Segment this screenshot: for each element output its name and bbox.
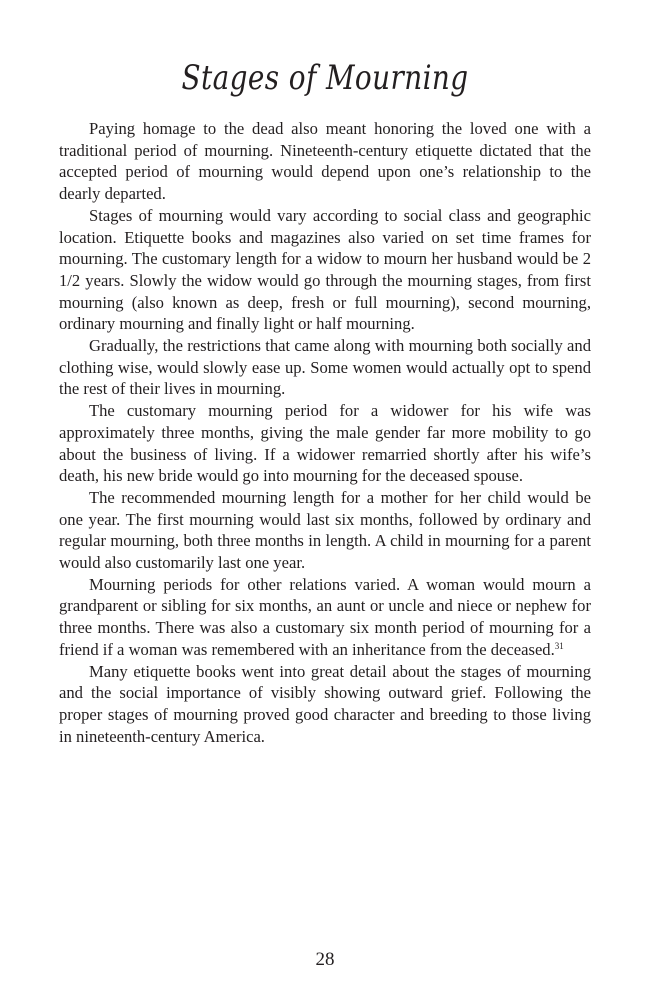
paragraph: The recommended mourning length for a mother for her child would be one year. The first mourning would last six months, followed by ordinary and regular mourning, both three months in length. A child in mourning for a parent would also customarily last one year. bbox=[59, 487, 591, 573]
footnote-reference: 31 bbox=[554, 640, 564, 651]
body-text bbox=[59, 118, 591, 747]
page-title: Stages of Mourning bbox=[181, 58, 469, 98]
paragraph: The customary mourning period for a widower for his wife was approximately three months, giving the male gender far more mobility to go about the business of living. If a widower remarried shortly after his wife’s death, his new bride would go into mourning for the deceased spouse. bbox=[59, 401, 591, 486]
paragraph: Many etiquette books went into great detail about the stages of mourning and the social importance of visibly showing outward grief. Following the proper stages of mourning proved good character and breeding to those living in nineteenth-century America. bbox=[59, 661, 591, 746]
paragraph: Stages of mourning would vary according to social class and geographic location. Etiquette books and magazines also varied on set time frames for mourning. The customary length for a widow to mourn her husband would be 2 1/2 years. Slowly the widow would go through the mourning stages, from first mourning (also known as deep, fresh or full mourning), second mourning, ordinary mourning and finally light or half mourning. bbox=[59, 205, 591, 334]
paragraph-text: Mourning periods for other relations varied. A woman would mourn a grandparent or sibling for six months, an aunt or uncle and niece or nephew for three months. There was also a customary six month period of mourning for a friend if a woman was remembered with an inheritance from the deceased. bbox=[59, 574, 591, 659]
paragraph-with-footnote bbox=[59, 574, 591, 661]
paragraph: Gradually, the restrictions that came along with mourning both socially and clothing wise, would slowly ease up. Some women would actually opt to spend the rest of their lives in mourning. bbox=[59, 336, 591, 399]
paragraph: Paying homage to the dead also meant honoring the loved one with a traditional period of mourning. Nineteenth-century etiquette dictated that the accepted period of mourning would depend upon one’s relationship to the dearly departed. bbox=[59, 119, 591, 204]
page-number: 28 bbox=[315, 949, 335, 970]
